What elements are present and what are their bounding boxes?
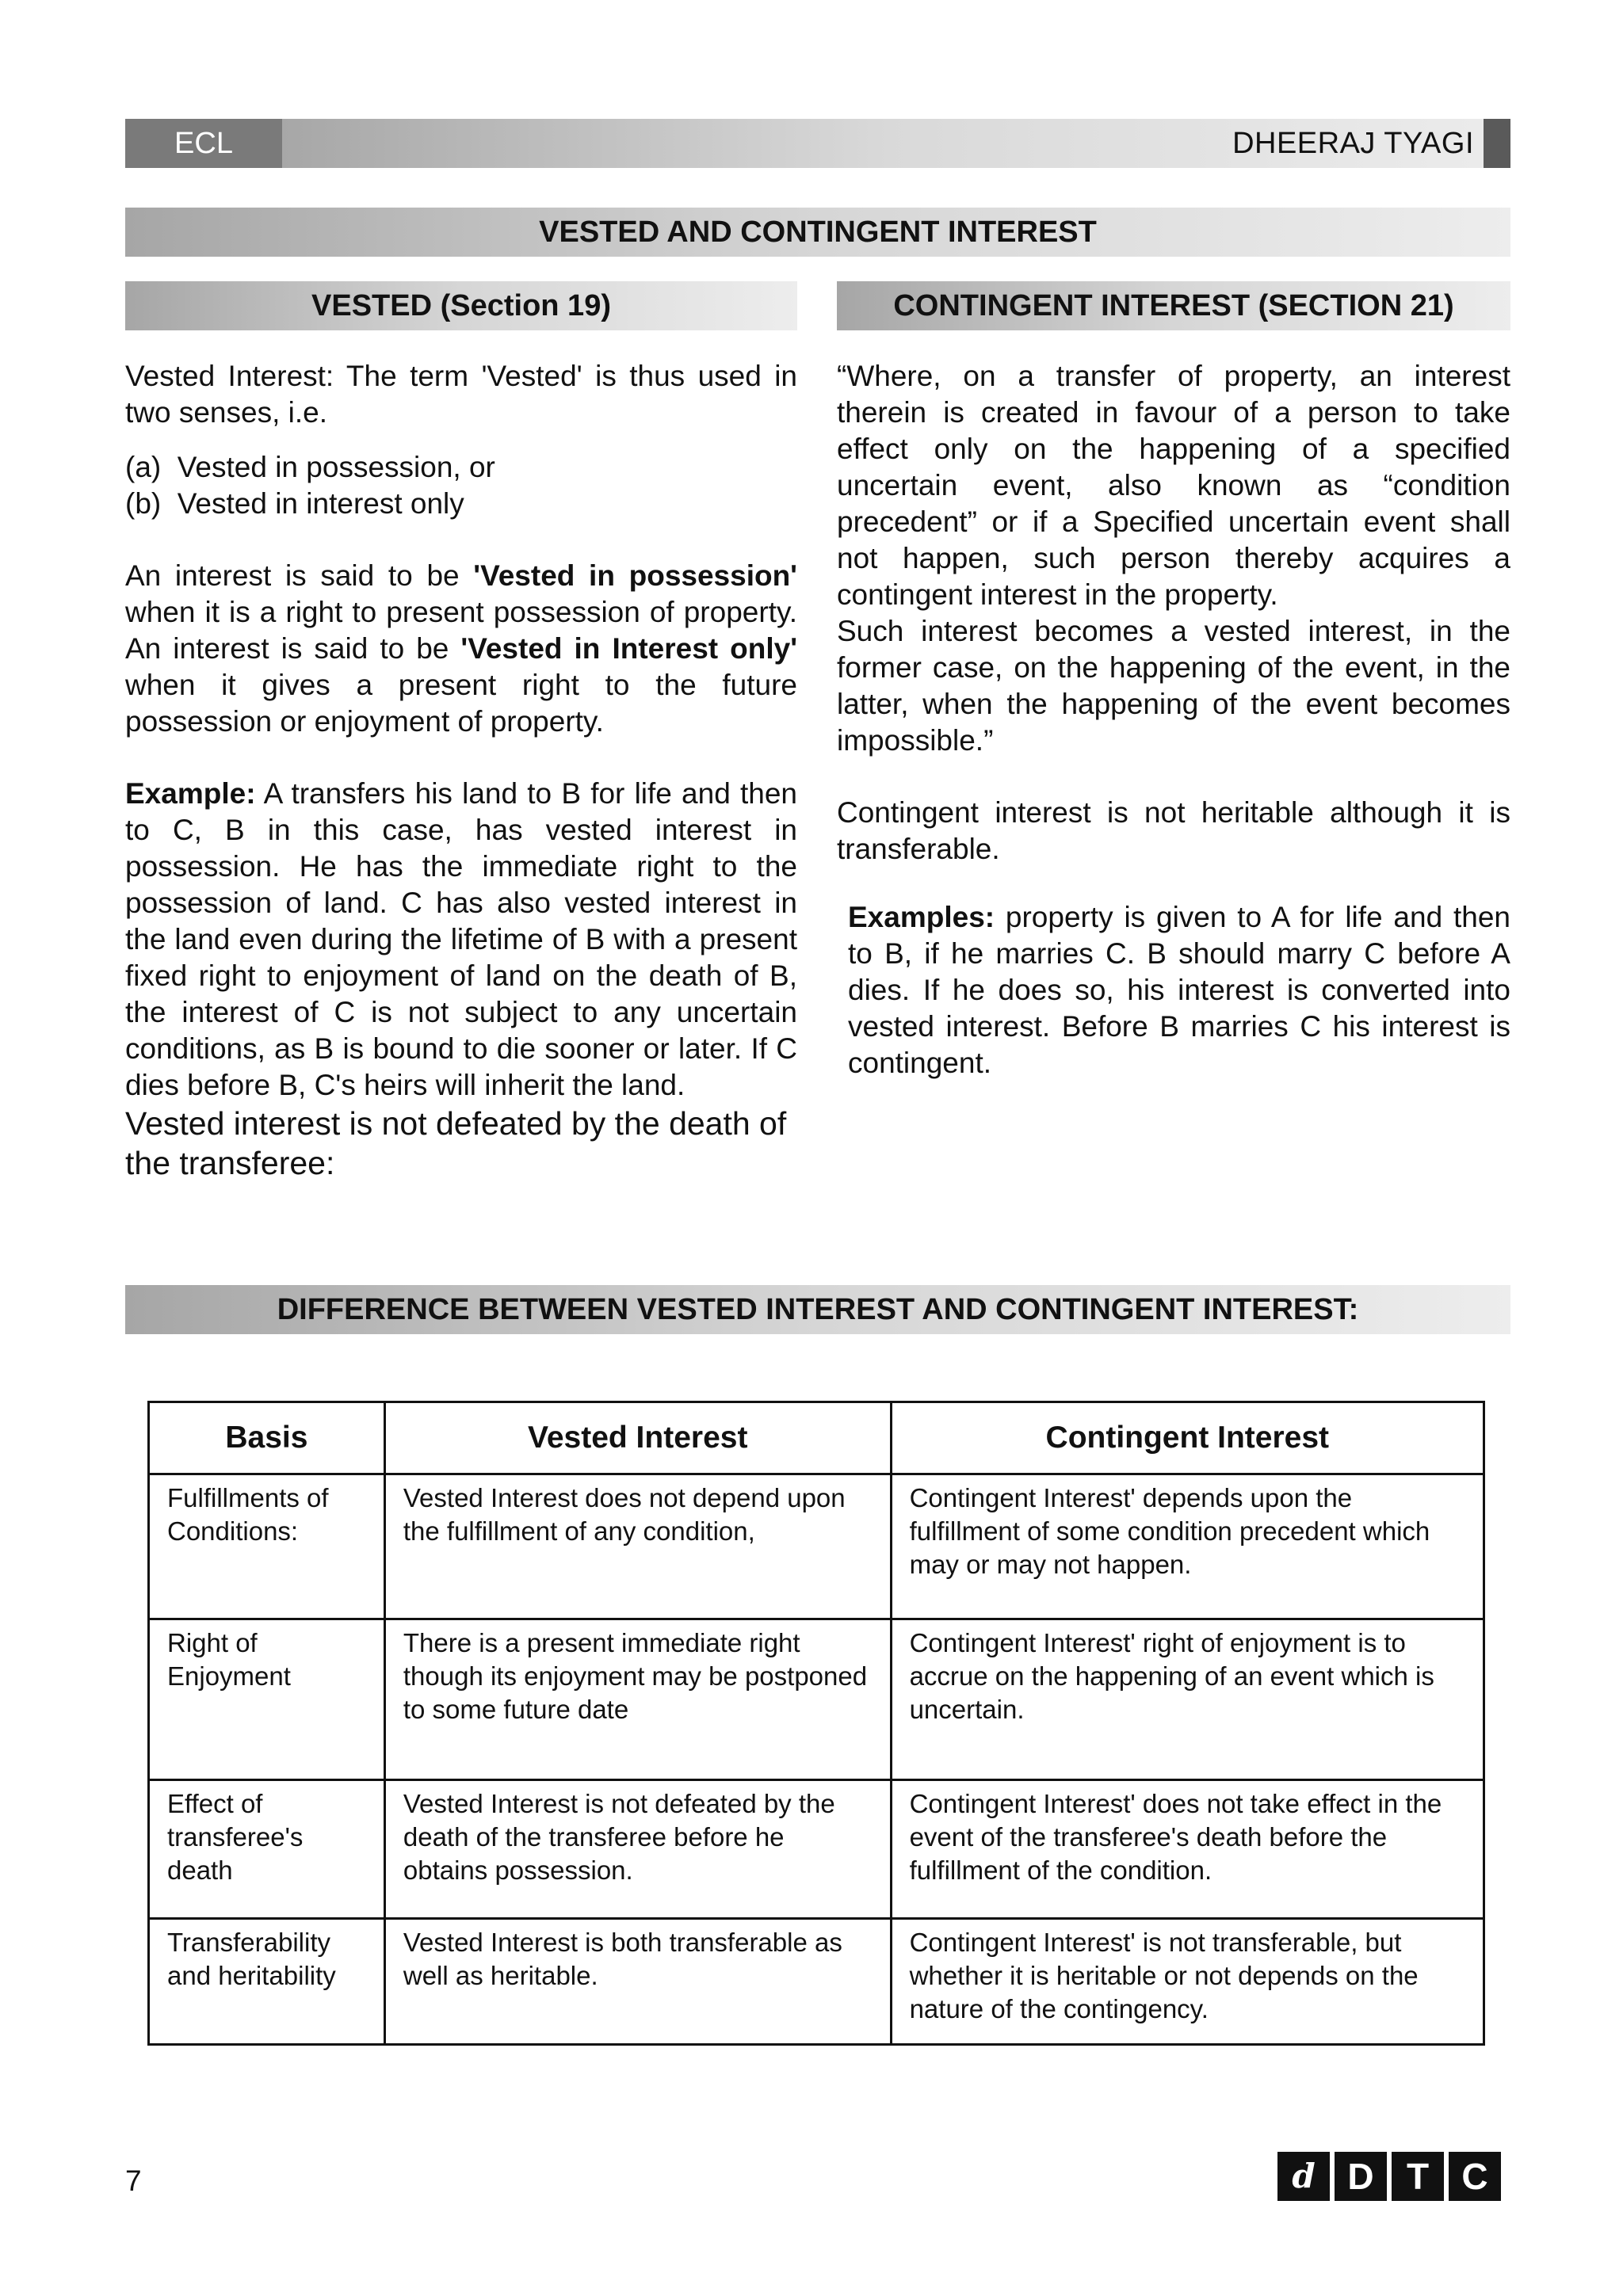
table-cell-contingent: Contingent Interest' depends upon the fulfillment of some condition precedent which may or may not happen.: [891, 1474, 1484, 1619]
table-row: [149, 1474, 1484, 1619]
difference-table: [147, 1401, 1485, 2046]
logo-letter: C: [1449, 2152, 1501, 2201]
header-author: DHEERAJ TYAGI: [1232, 127, 1474, 160]
logo-mark-icon: d: [1277, 2152, 1330, 2201]
table-cell-vested: Vested Interest does not depend upon the fulfillment of any condition,: [384, 1474, 891, 1619]
vested-closing: Vested interest is not defeated by the death of the transferee:: [125, 1105, 787, 1181]
page-title: VESTED AND CONTINGENT INTEREST: [125, 208, 1510, 257]
table-cell-vested: Vested Interest is both transferable as well as heritable.: [384, 1919, 891, 2045]
table-row: [149, 1619, 1484, 1780]
vested-definition: [125, 558, 797, 740]
dtc-logo: [1277, 2152, 1501, 2201]
table-cell-basis: Transferability and heritability: [149, 1919, 385, 2045]
table-cell-vested: There is a present immediate right though its enjoyment may be postponed to some future date: [384, 1619, 891, 1780]
table-header: Vested Interest: [384, 1402, 891, 1474]
page-header: [125, 119, 1510, 168]
table-row: [149, 1919, 1484, 2045]
examples-label: Examples:: [848, 901, 995, 933]
contingent-quote: Such interest becomes a vested interest, in the former case, on the happening of the event, in the latter, when the happening of the event becomes impossible.”: [837, 615, 1510, 757]
table-cell-basis: Effect of transferee's death: [149, 1780, 385, 1919]
vested-example: [125, 776, 797, 1104]
text-run: when it gives a present right to the future possession or enjoyment of property.: [125, 669, 797, 738]
vested-column: [125, 358, 797, 1183]
table-cell-contingent: Contingent Interest' does not take effect in the event of the transferee's death before the fulfillment of the condition.: [891, 1780, 1484, 1919]
table-header: Contingent Interest: [891, 1402, 1484, 1474]
table-cell-basis: Fulfillments of Conditions:: [149, 1474, 385, 1619]
vested-intro: Vested Interest: The term 'Vested' is thus used in two senses, i.e.: [125, 360, 797, 429]
contingent-note: Contingent interest is not heritable although it is transferable.: [837, 796, 1510, 865]
contingent-examples: [848, 899, 1510, 1081]
table-cell-contingent: Contingent Interest' is not transferable, but whether it is heritable or not depends on the nature of the contingency.: [891, 1919, 1484, 2045]
table-cell-vested: Vested Interest is not defeated by the death of the transferee before he obtains possession.: [384, 1780, 891, 1919]
example-label: Example:: [125, 777, 256, 810]
bold-term: 'Vested in Interest only': [460, 632, 797, 665]
examples-text: property is given to A for life and then to B, if he marries C. B should marry C before A dies. If he does so, his interest is converted into vested interest. Before B marries C his interest is contingent.: [848, 901, 1510, 1079]
contingent-quote: “Where, on a transfer of property, an interest therein is created in favour of a person to take effect only on the happening of a specified uncertain event, also known as “condition precedent” or if a Specified uncertain event shall not happen, such person thereby acquires a contingent interest in the property.: [837, 360, 1510, 611]
vested-list-item: (b) Vested in interest only: [125, 487, 464, 520]
table-row: [149, 1780, 1484, 1919]
bold-term: 'Vested in possession': [473, 559, 797, 592]
table-cell-basis: Right of Enjoyment: [149, 1619, 385, 1780]
logo-letter: T: [1392, 2152, 1444, 2201]
header-course-label: ECL: [125, 119, 282, 168]
header-cap: [1484, 119, 1510, 168]
difference-heading: DIFFERENCE BETWEEN VESTED INTEREST AND CONTINGENT INTEREST:: [125, 1285, 1510, 1334]
contingent-heading: CONTINGENT INTEREST (SECTION 21): [837, 281, 1510, 330]
example-text: A transfers his land to B for life and then to C, B in this case, has vested interest in possession. He has the immediate right to the possession of land. C has also vested interest in the land even during the lifetime of B with a present fixed right to enjoyment of land on the death of B, the interest of C is not subject to any uncertain conditions, as B is bound to die sooner or later. If C dies before B, C's heirs will inherit the land.: [125, 777, 797, 1101]
page-number: 7: [125, 2164, 142, 2197]
table-cell-contingent: Contingent Interest' right of enjoyment is to accrue on the happening of an event which is uncertain.: [891, 1619, 1484, 1780]
text-run: when it is a right to present possession of property. An interest is said to be: [125, 596, 797, 665]
logo-letter: D: [1335, 2152, 1387, 2201]
table-header: Basis: [149, 1402, 385, 1474]
vested-heading: VESTED (Section 19): [125, 281, 797, 330]
vested-list-item: (a) Vested in possession, or: [125, 451, 495, 483]
contingent-column: [837, 358, 1510, 868]
table-header-row: [149, 1402, 1484, 1474]
text-run: An interest is said to be: [125, 559, 474, 592]
